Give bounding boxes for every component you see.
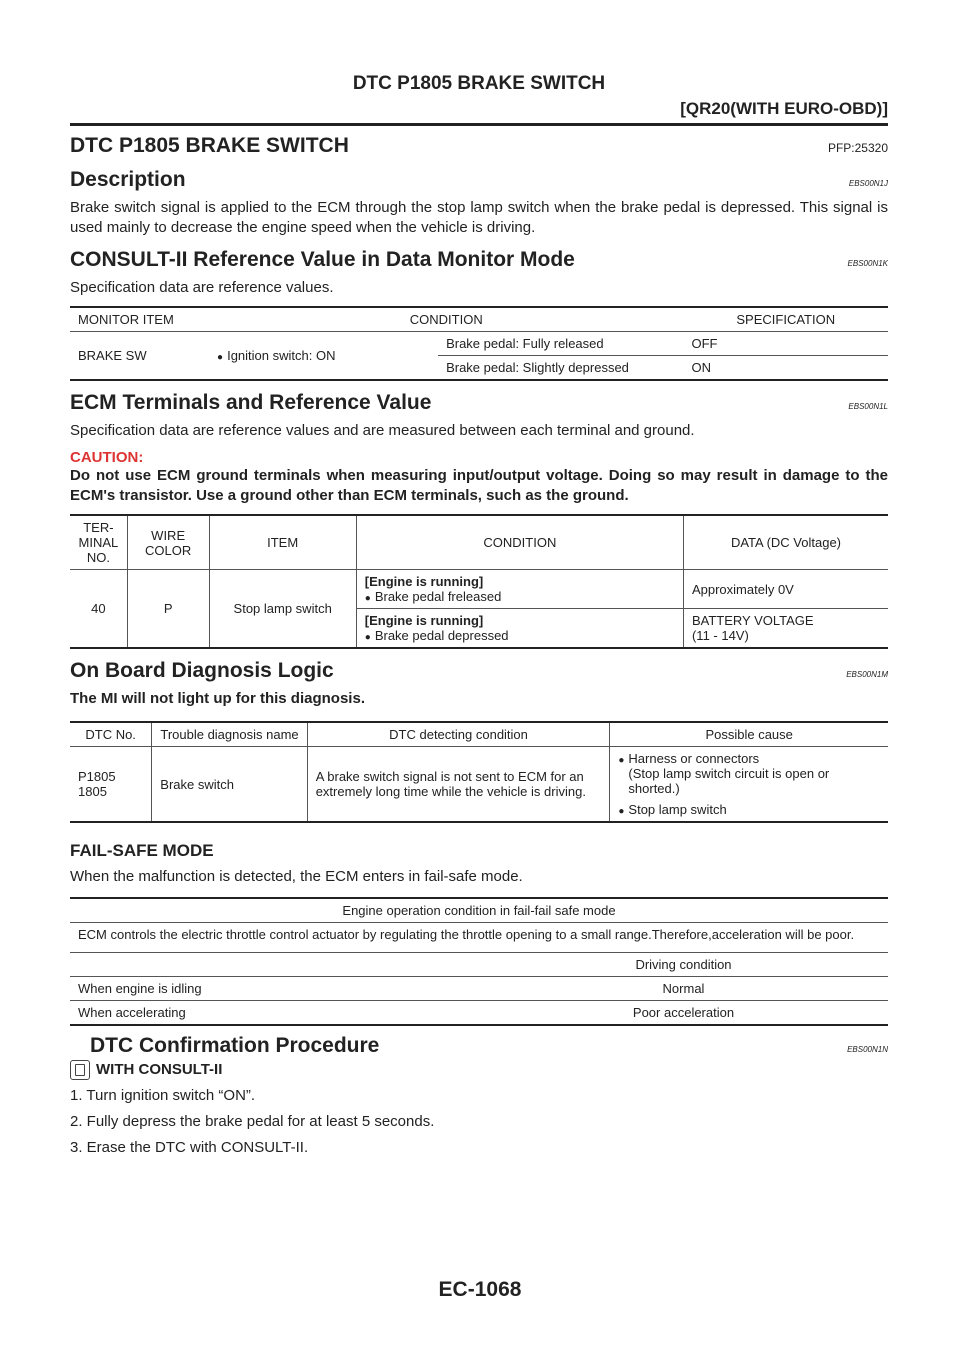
step: 3. Erase the DTC with CONSULT-II. bbox=[70, 1139, 309, 1156]
col-condition: CONDITION bbox=[356, 515, 683, 570]
col-data: DATA (DC Voltage) bbox=[683, 515, 888, 570]
step: 1. Turn ignition switch “ON”. bbox=[70, 1087, 256, 1104]
failsafe-title: FAIL-SAFE MODE bbox=[70, 841, 214, 860]
data-value: BATTERY VOLTAGE (11 - 14V) bbox=[683, 609, 888, 649]
consult-note: Specification data are reference values. bbox=[70, 279, 334, 296]
col-trouble-name: Trouble diagnosis name bbox=[152, 722, 307, 747]
cause-line bbox=[618, 751, 880, 796]
col-wire-color: WIRE COLOR bbox=[127, 515, 209, 570]
consult-subhead bbox=[70, 1060, 888, 1080]
ecm-terminal-table bbox=[70, 514, 888, 649]
ecm-note: Specification data are reference values and are measured between each terminal and ground. bbox=[70, 422, 695, 439]
section-confirm-heading bbox=[70, 1034, 888, 1058]
condition-head: [Engine is running] bbox=[364, 574, 484, 589]
condition-main bbox=[209, 332, 438, 381]
condition-line bbox=[365, 628, 675, 643]
condition-bullet: Brake pedal depressed bbox=[374, 628, 509, 643]
page-number: EC-1068 bbox=[438, 1278, 522, 1301]
section-code: EBS00N1L bbox=[848, 402, 888, 411]
condition-bullet: Brake pedal freleased bbox=[374, 589, 502, 604]
main-title: DTC P1805 BRAKE SWITCH bbox=[70, 134, 349, 157]
section-title: Description bbox=[70, 168, 186, 191]
consult-table bbox=[70, 306, 888, 381]
step: 2. Fully depress the brake pedal for at least 5 seconds. bbox=[70, 1113, 435, 1130]
col-specification: SPECIFICATION bbox=[683, 307, 888, 332]
table-row bbox=[70, 332, 888, 356]
table-row bbox=[70, 1001, 888, 1026]
section-title: CONSULT-II Reference Value in Data Monitor Mode bbox=[70, 248, 575, 271]
table-header-row bbox=[70, 515, 888, 570]
main-title-row bbox=[70, 134, 888, 158]
section-description-heading bbox=[70, 168, 888, 192]
condition-cell bbox=[356, 570, 683, 609]
running-header-subtitle: [QR20(WITH EURO-OBD)] bbox=[680, 99, 888, 118]
running-header-title: DTC P1805 BRAKE SWITCH bbox=[352, 73, 606, 94]
cause-text: Harness or connectors (Stop lamp switch circuit is open or shorted.) bbox=[628, 751, 830, 796]
dtc-no: P1805 1805 bbox=[78, 769, 116, 799]
driving-label: When engine is idling bbox=[70, 977, 479, 1001]
bullet-icon bbox=[217, 348, 227, 363]
empty-cell bbox=[70, 953, 479, 977]
table-row bbox=[70, 923, 888, 953]
section-obd-heading bbox=[70, 659, 888, 683]
table-header-row bbox=[70, 307, 888, 332]
page bbox=[70, 0, 888, 1164]
header-rule bbox=[70, 123, 888, 126]
col-monitor-item: MONITOR ITEM bbox=[70, 307, 209, 332]
col-terminal: TER- MINAL NO. bbox=[70, 515, 127, 570]
obd-table bbox=[70, 721, 888, 823]
caution-text: Do not use ECM ground terminals when measuring input/output voltage. Doing so may result in damage to the ECM's transistor. Use a ground other than ECM terminals, such as the ground. bbox=[70, 467, 888, 504]
bullet-icon bbox=[365, 589, 375, 604]
condition-head: [Engine is running] bbox=[364, 613, 484, 628]
trouble-name: Brake switch bbox=[152, 747, 307, 823]
failsafe-note: When the malfunction is detected, the ECM enters in fail-safe mode. bbox=[70, 868, 523, 885]
condition-cell bbox=[356, 609, 683, 649]
section-title: ECM Terminals and Reference Value bbox=[70, 391, 432, 414]
possible-cause bbox=[610, 747, 888, 823]
table-row bbox=[70, 977, 888, 1001]
col-dtc-no: DTC No. bbox=[70, 722, 152, 747]
col-item: ITEM bbox=[209, 515, 356, 570]
spec-value: OFF bbox=[683, 332, 888, 356]
monitor-item: BRAKE SW bbox=[78, 348, 147, 363]
section-title: DTC Confirmation Procedure bbox=[90, 1034, 380, 1057]
section-code: EBS00N1N bbox=[847, 1045, 888, 1054]
driving-value: Normal bbox=[479, 977, 888, 1001]
driving-value: Poor acceleration bbox=[632, 1005, 735, 1020]
driving-label: When accelerating bbox=[78, 1005, 186, 1020]
failsafe-table bbox=[70, 897, 888, 1026]
failsafe-header: Engine operation condition in fail-fail safe mode bbox=[70, 898, 888, 923]
spec-value: ON bbox=[691, 360, 711, 375]
section-title: On Board Diagnosis Logic bbox=[70, 659, 334, 682]
subhead-text: WITH CONSULT-II bbox=[96, 1060, 223, 1078]
section-code: EBS00N1J bbox=[848, 179, 888, 188]
detecting-condition: A brake switch signal is not sent to ECM for an extremely long time while the vehicle is driving. bbox=[307, 747, 610, 823]
cause-text: Stop lamp switch bbox=[628, 802, 727, 817]
obd-note: The MI will not light up for this diagnosis. bbox=[70, 690, 365, 707]
bullet-icon bbox=[618, 802, 628, 817]
terminal-no: 40 bbox=[91, 601, 106, 616]
driving-header: Driving condition bbox=[479, 953, 888, 977]
col-possible-cause: Possible cause bbox=[610, 722, 888, 747]
section-code: EBS00N1M bbox=[846, 670, 888, 679]
cause-line bbox=[618, 802, 880, 817]
failsafe-desc: ECM controls the electric throttle control actuator by regulating the throttle opening to a small range.Therefore,acceleration will be poor. bbox=[70, 923, 888, 953]
data-value: Approximately 0V bbox=[683, 570, 888, 609]
condition-line bbox=[365, 589, 675, 604]
wire-color: P bbox=[127, 570, 209, 649]
col-condition: CONDITION bbox=[209, 307, 683, 332]
table-row bbox=[70, 570, 888, 609]
bullet-icon bbox=[618, 751, 628, 796]
table-row bbox=[70, 953, 888, 977]
item: Stop lamp switch bbox=[209, 570, 356, 649]
table-row bbox=[70, 747, 888, 823]
bullet-icon bbox=[365, 628, 375, 643]
condition-sub: Brake pedal: Fully released bbox=[438, 332, 683, 356]
consult-tester-icon bbox=[70, 1060, 90, 1080]
section-consult-heading bbox=[70, 248, 888, 272]
condition-text: Ignition switch: ON bbox=[227, 348, 336, 363]
condition-sub: Brake pedal: Slightly depressed bbox=[446, 360, 629, 375]
caution-label: CAUTION: bbox=[70, 449, 144, 466]
table-header-row bbox=[70, 898, 888, 923]
part-code: PFP:25320 bbox=[827, 141, 888, 155]
table-header-row bbox=[70, 722, 888, 747]
section-code: EBS00N1K bbox=[847, 259, 888, 268]
section-ecm-heading bbox=[70, 391, 888, 415]
description-text: Brake switch signal is applied to the ECM through the stop lamp switch when the brake pedal is depressed. This signal is used mainly to decrease the engine speed when the vehicle is driving. bbox=[70, 199, 888, 236]
col-detecting-condition: DTC detecting condition bbox=[307, 722, 610, 747]
